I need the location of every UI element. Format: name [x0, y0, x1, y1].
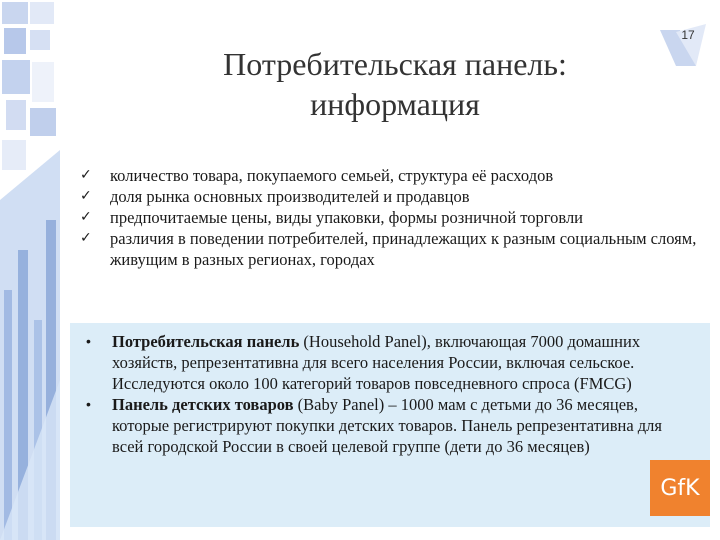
panel-description: (Baby Panel) – 1000 мам с детьми до 36 месяцев, которые регистрируют покупки детских товаров. Панель репрезентативна для всей городской России в своей целевой группе (дети до 36 месяцев): [112, 395, 662, 456]
panel-name: Панель детских товаров: [112, 395, 294, 414]
checkmark-icon: ✓: [80, 167, 92, 183]
decorative-side-graphic: [0, 0, 60, 540]
panel-description: (Household Panel), включающая 7000 домашних хозяйств, репрезентативна для всего населения России, включая сельское. Исследуются около 100 категорий товаров повседневного спроса (FMCG): [112, 332, 641, 393]
checkmark-icon: ✓: [80, 209, 92, 225]
checklist-item: [80, 228, 700, 270]
slide-number: 17: [681, 28, 695, 42]
checklist-item-text: количество товара, покупаемого семьей, структура её расходов: [110, 166, 554, 185]
checklist-item-text: доля рынка основных производителей и продавцов: [110, 187, 470, 206]
gfk-logo: GfK: [650, 460, 710, 516]
bullet-icon: •: [86, 333, 91, 349]
panel-list: [84, 331, 694, 457]
panel-item-household: [84, 331, 694, 394]
checklist: [80, 165, 700, 270]
checklist-item: [80, 207, 700, 228]
slide-title: [150, 44, 640, 124]
checkmark-icon: ✓: [80, 188, 92, 204]
checklist-item-text: различия в поведении потребителей, принадлежащих к разным социальным слоям, живущим в разных регионах, городах: [110, 229, 697, 269]
title-line-1: Потребительская панель:: [223, 46, 567, 82]
title-line-2: информация: [310, 86, 480, 122]
checklist-item: [80, 165, 700, 186]
checklist-item-text: предпочитаемые цены, виды упаковки, формы розничной торговли: [110, 208, 584, 227]
checklist-item: [80, 186, 700, 207]
bullet-icon: •: [86, 396, 91, 412]
panel-name: Потребительская панель: [112, 332, 300, 351]
panel-item-baby: [84, 394, 694, 457]
checkmark-icon: ✓: [80, 230, 92, 246]
